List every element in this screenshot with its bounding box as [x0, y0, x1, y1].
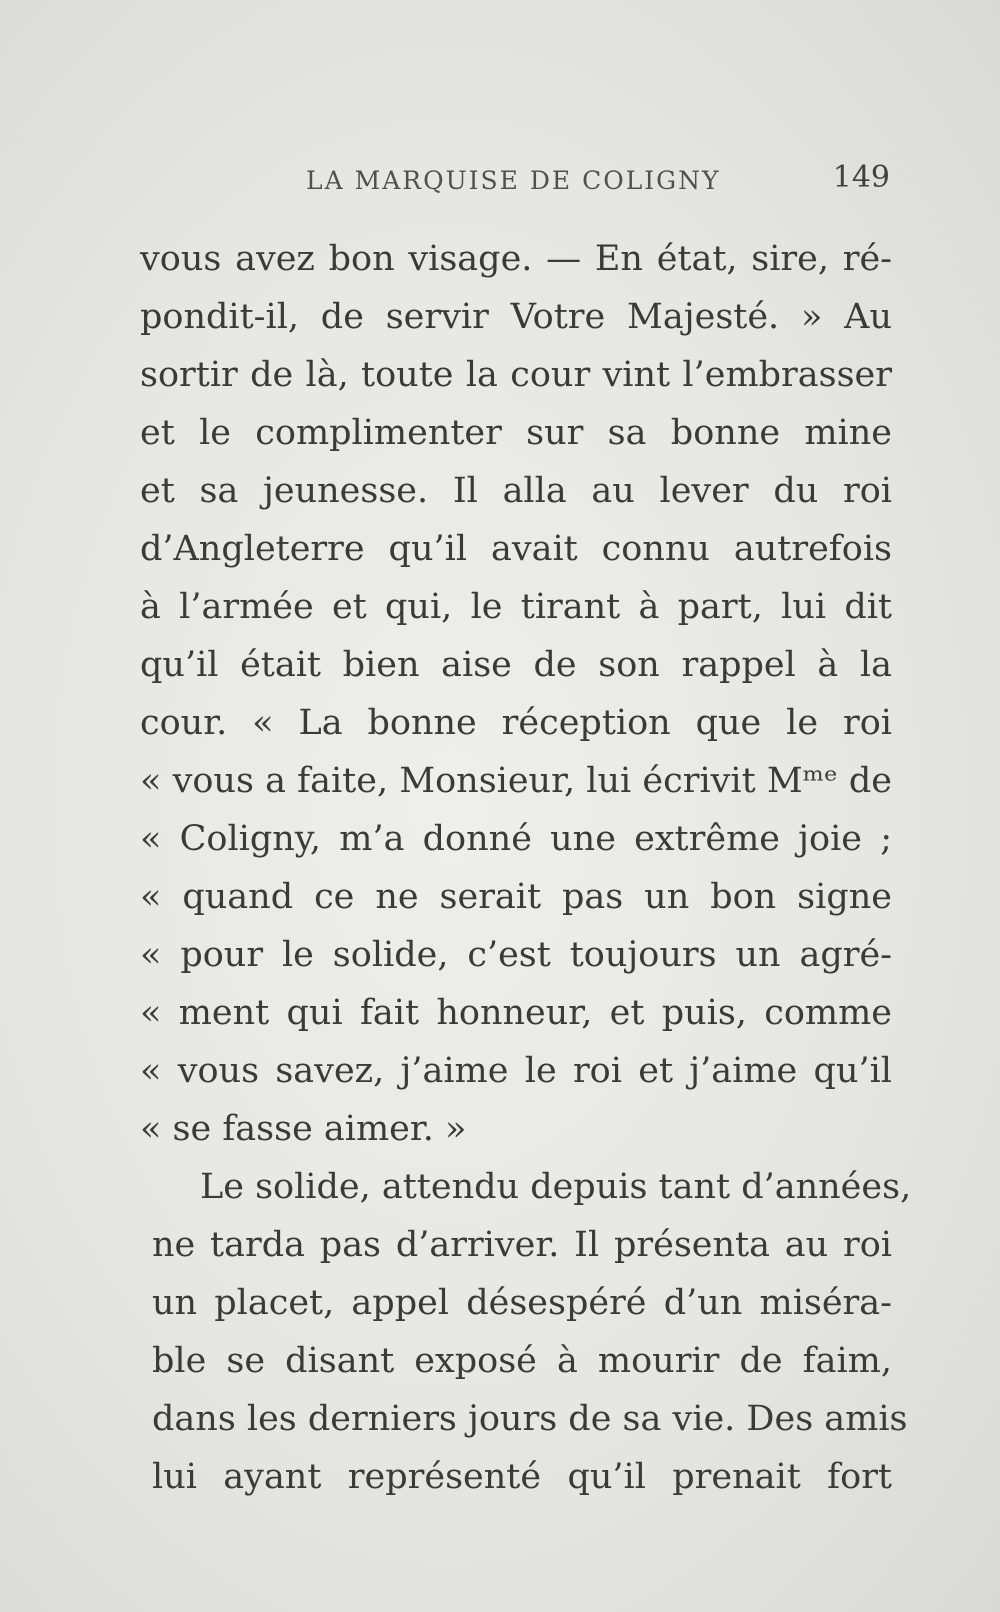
text-line: ne tarda pas d’arriver. Il présenta au roi: [152, 1225, 892, 1265]
text-line: « quand ce ne serait pas un bon signe: [140, 877, 892, 917]
text-line: dans les derniers jours de sa vie. Des amis: [152, 1399, 908, 1439]
text-line: qu’il était bien aise de son rappel à la: [140, 645, 892, 685]
body-text: [140, 230, 912, 1506]
text-line: « ment qui fait honneur, et puis, comme: [140, 993, 892, 1033]
text-line: pondit-il, de servir Votre Majesté. » Au: [140, 297, 892, 337]
running-head: [140, 160, 890, 200]
text-line: « se fasse aimer. »: [140, 1109, 467, 1149]
text-line: un placet, appel désespéré d’un miséra-: [152, 1283, 892, 1323]
text-line: lui ayant représenté qu’il prenait fort: [152, 1457, 892, 1497]
page-number: 149: [832, 160, 890, 195]
text-line: et le complimenter sur sa bonne mine: [140, 413, 892, 453]
text-line: « vous a faite, Monsieur, lui écrivit Mᵐᵉ de: [140, 761, 892, 801]
text-line: « Coligny, m’a donné une extrême joie ;: [140, 819, 892, 859]
text-line: cour. « La bonne réception que le roi: [140, 703, 892, 743]
text-line: d’Angleterre qu’il avait connu autrefois: [140, 529, 892, 569]
text-line: « pour le solide, c’est toujours un agré-: [140, 935, 892, 975]
text-line: et sa jeunesse. Il alla au lever du roi: [140, 471, 892, 511]
paragraph-start-line: Le solide, attendu depuis tant d’années,: [200, 1167, 912, 1207]
text-line: sortir de là, toute la cour vint l’embrasser: [140, 355, 892, 395]
text-line: ble se disant exposé à mourir de faim,: [152, 1341, 892, 1381]
text-line: vous avez bon visage. — En état, sire, ré-: [140, 239, 892, 279]
text-line: « vous savez, j’aime le roi et j’aime qu’il: [140, 1051, 892, 1091]
text-line: à l’armée et qui, le tirant à part, lui dit: [140, 587, 892, 627]
running-title: LA MARQUISE DE COLIGNY: [306, 166, 721, 195]
